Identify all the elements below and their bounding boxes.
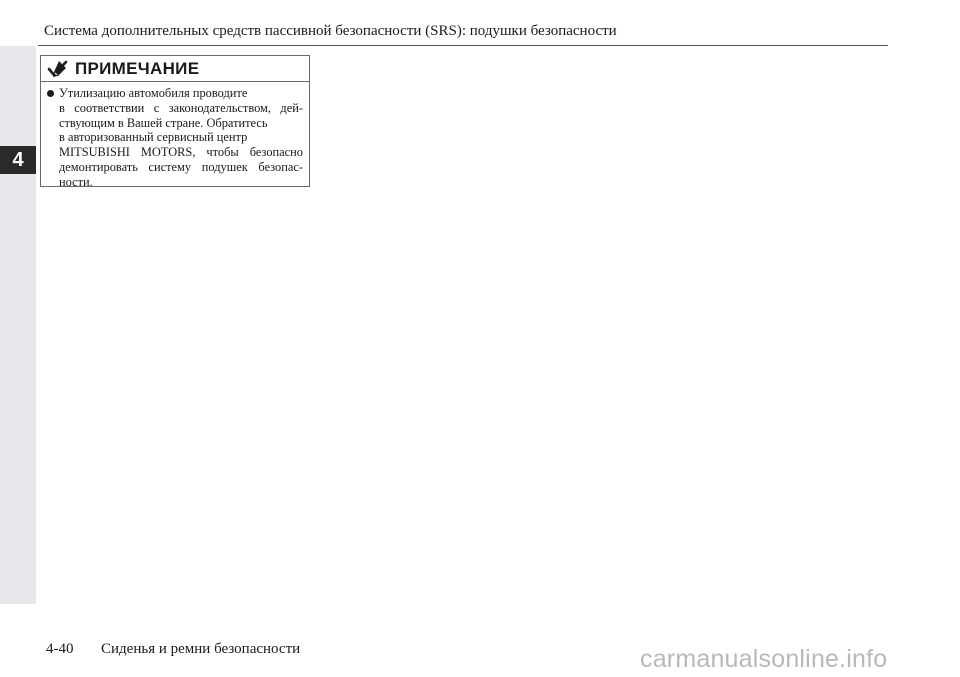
- note-line: Утилизацию автомобиля проводите: [59, 86, 248, 100]
- note-line: в соответствии с законодательством, дей-: [59, 100, 303, 115]
- note-body: [41, 82, 309, 190]
- note-title: ПРИМЕЧАНИЕ: [75, 58, 200, 78]
- note-line: MITSUBISHI MOTORS, чтобы безопасно: [59, 145, 303, 160]
- note-line: ствующим в Вашей стране. Обратитесь: [59, 115, 268, 130]
- side-strip: [0, 46, 36, 604]
- note-text: [59, 86, 303, 190]
- footer-section-title: Сиденья и ремни безопасности: [101, 641, 301, 657]
- bullet-icon: [47, 86, 59, 190]
- header-divider: [38, 45, 888, 46]
- note-line: ности.: [59, 174, 93, 189]
- page-number: 4-40: [46, 641, 74, 657]
- page-header-title: Система дополнительных средств пассивной безопасности (SRS): подушки безопасности: [44, 23, 617, 39]
- note-header: [41, 56, 309, 82]
- pencil-check-icon: [47, 59, 69, 79]
- note-box: [40, 55, 310, 187]
- note-line: в авторизованный сервисный центр: [59, 130, 248, 145]
- watermark-text: carmanualsonline.info: [640, 645, 888, 673]
- note-line: демонтировать систему подушек безопас-: [59, 159, 303, 174]
- chapter-tab[interactable]: 4: [0, 146, 36, 174]
- note-list-item: [47, 86, 303, 190]
